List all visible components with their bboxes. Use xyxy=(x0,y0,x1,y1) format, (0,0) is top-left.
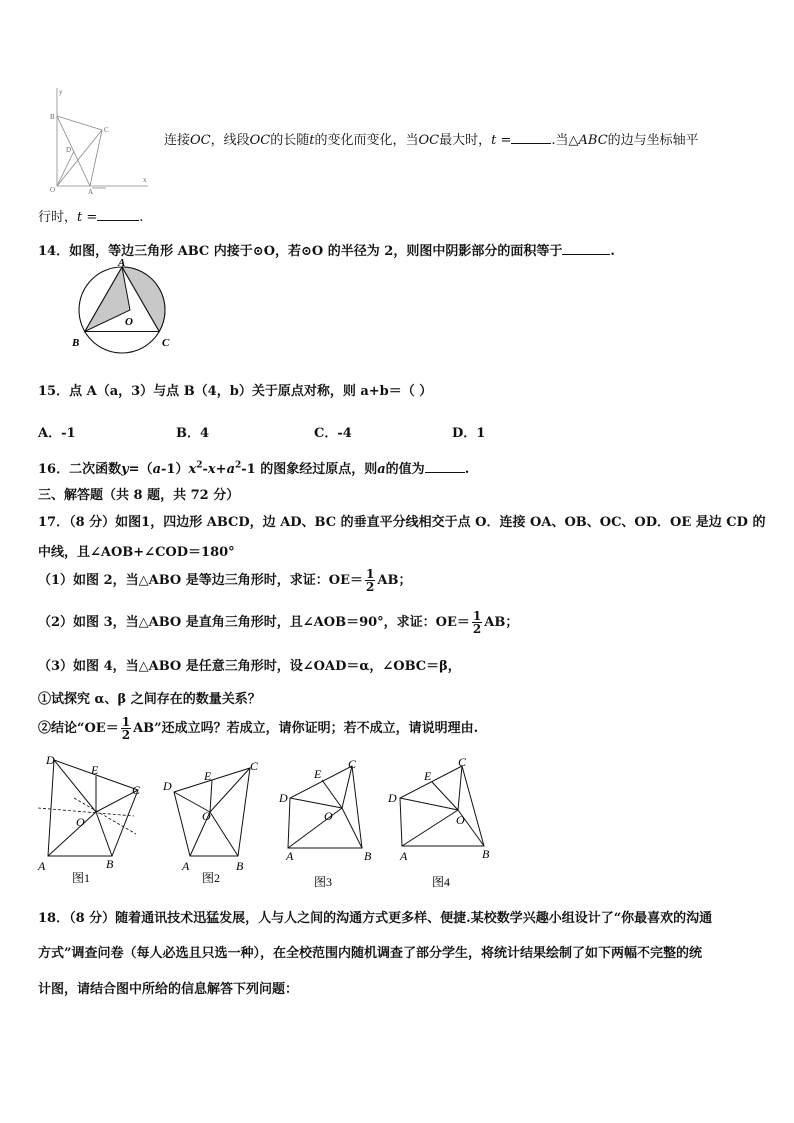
fig2-b-label: B xyxy=(236,859,244,873)
q13-oc2: OC xyxy=(249,133,271,148)
q17-fraction-half xyxy=(365,568,375,593)
q13-oc1: OC xyxy=(190,133,211,148)
q16-text-f: -1 的图象经过原点，则 xyxy=(241,462,378,477)
fraction-numerator: 1 xyxy=(472,609,482,623)
fig4-b-label: B xyxy=(482,847,490,861)
q17-sub2-b: AB”还成立吗？若成立，请你证明；若不成立，请说明理由. xyxy=(133,721,479,736)
q13-line2 xyxy=(38,206,143,225)
q13-line2-a: 行时， xyxy=(38,210,78,225)
q13-line2-t: t = xyxy=(77,210,98,225)
q14-text: 14．如图，等边三角形 ABC 内接于⊙O，若⊙O 的半径为 2，则图中阴影部分的面积等于 xyxy=(38,244,563,259)
q16-text-b: =（ xyxy=(128,462,153,477)
q13-text-a: 连接 xyxy=(164,133,191,148)
q13-y-label: y xyxy=(59,88,63,96)
fig3-d-label: D xyxy=(279,791,288,805)
q13-coordinate-figure xyxy=(44,86,154,196)
q13-t-eq: t = xyxy=(491,133,512,148)
section-heading: 三、解答题（共 8 题，共 72 分） xyxy=(38,488,240,503)
q18-line2: 方式”调查问卷（每人必选且只选一种），在全校范围内随机调查了部分学生，将统计结果绘制了如下两幅不完整的统 xyxy=(38,946,702,961)
fraction-denominator: 2 xyxy=(472,622,482,636)
fig2-c-label: C xyxy=(250,759,259,773)
fig4-e-label: E xyxy=(424,769,432,783)
q15-option-d: D．1 xyxy=(452,426,486,441)
q13-text-e: 最大时， xyxy=(439,133,492,148)
q13-d-label: D xyxy=(66,146,72,154)
q16-question xyxy=(38,458,469,477)
q17-part1-b: AB； xyxy=(377,573,412,588)
fig1-b-label: B xyxy=(106,857,114,871)
fig3-a-label: A xyxy=(286,849,294,863)
fig1-c-label: C xyxy=(132,783,141,797)
q16-sup2: 2 xyxy=(235,460,242,471)
q14-a-label: A xyxy=(118,257,126,269)
fig3-caption: 图3 xyxy=(314,875,333,889)
q17-fraction-half xyxy=(121,716,131,741)
q17-part2-a: （2）如图 3，当△ABO 是直角三角形时，且∠AOB＝90°，求证：OE＝ xyxy=(38,615,470,630)
fig1-a-label: A xyxy=(38,859,46,873)
q16-text-g: 的值为 xyxy=(385,462,425,477)
fig3-c-label: C xyxy=(348,757,357,771)
q16-text-c: -1） xyxy=(161,462,189,477)
q14-b-label: B xyxy=(72,337,80,349)
q13-text-g: 的边与坐标轴平 xyxy=(607,133,699,148)
q17-sub2 xyxy=(38,716,478,741)
q13-text-b: ，线段 xyxy=(210,133,250,148)
fig1-d-label: D xyxy=(46,753,55,767)
q17-part3: （3）如图 4，当△ABO 是任意三角形时，设∠OAD＝α，∠OBC＝β， xyxy=(38,659,461,674)
fig2-a-label: A xyxy=(182,859,190,873)
q17-line1: 17．（8 分）如图1，四边形 ABCD，边 AD、BC 的垂直平分线相交于点 O．连接 OA、OB、OC、OD．OE 是边 CD 的 xyxy=(38,515,766,530)
fraction-numerator: 1 xyxy=(366,567,375,581)
q13-a-label: A xyxy=(88,188,94,196)
q15-question: 15．点 A（a，3）与点 B（4，b）关于原点对称，则 a+b＝（ ） xyxy=(38,384,433,399)
q16-a1: a xyxy=(152,462,161,477)
fig2-d-label: D xyxy=(163,779,172,793)
q16-answer-blank xyxy=(425,472,465,473)
q17-figure-1 xyxy=(34,752,164,887)
fig4-a-label: A xyxy=(400,849,408,863)
q17-part2 xyxy=(38,610,518,635)
q16-a2: a xyxy=(226,462,235,477)
fraction-numerator: 1 xyxy=(121,715,131,729)
q17-figure-4 xyxy=(386,752,506,892)
q18-line1: 18．（8 分）随着通讯技术迅猛发展，人与人之间的沟通方式更多样、便捷.某校数学兴趣小组设计了“你最喜欢的沟通 xyxy=(38,911,713,926)
fraction-denominator: 2 xyxy=(366,580,375,594)
q13-text-d: 的变化而变化，当 xyxy=(314,133,419,148)
fig4-o-label: O xyxy=(456,813,465,827)
q13-line1 xyxy=(164,129,699,148)
q15-option-b: B．4 xyxy=(176,426,210,441)
q17-sub1: ①试探究 α、β 之间存在的数量关系？ xyxy=(38,692,261,707)
q13-answer-blank-1 xyxy=(511,143,551,144)
q14-circle-figure xyxy=(72,258,182,358)
fig4-d-label: D xyxy=(388,791,397,805)
fig2-caption: 图2 xyxy=(202,871,221,885)
q13-oc3: OC xyxy=(418,133,440,148)
q17-sub2-a: ②结论“OE＝ xyxy=(38,721,119,736)
q16-y: y xyxy=(121,462,129,477)
fig4-c-label: C xyxy=(458,755,467,769)
fig1-e-label: E xyxy=(91,763,99,777)
q17-figure-2 xyxy=(160,752,270,887)
q18-line3: 计图，请结合图中所给的信息解答下列问题： xyxy=(38,982,299,997)
q14-end: . xyxy=(610,244,615,259)
q17-line2: 中线，且∠AOB+∠COD＝180° xyxy=(38,545,235,560)
q13-text-c: 的长随 xyxy=(270,133,310,148)
q14-c-label: C xyxy=(162,337,170,349)
fig1-caption: 图1 xyxy=(72,871,91,885)
q17-part1 xyxy=(38,568,411,593)
fig2-o-label: O xyxy=(202,809,211,823)
q16-end: . xyxy=(464,462,470,477)
q16-text-a: 16．二次函数 xyxy=(38,462,122,477)
q17-part1-a: （1）如图 2，当△ABO 是等边三角形时，求证：OE＝ xyxy=(38,573,364,588)
q13-abc: ABC xyxy=(578,133,608,148)
q13-x-label: x xyxy=(143,176,147,184)
fig2-e-label: E xyxy=(204,769,212,783)
q15-option-c: C．-4 xyxy=(314,426,352,441)
q13-answer-blank-2 xyxy=(97,220,139,221)
q17-figure-3 xyxy=(278,752,388,892)
q14-o-label: O xyxy=(125,316,133,328)
fig1-o-label: O xyxy=(76,815,85,829)
q16-a3: a xyxy=(377,462,386,477)
q13-text-f: .当△ xyxy=(551,133,579,148)
q13-o-label: O xyxy=(50,186,56,194)
q17-part2-b: AB； xyxy=(484,615,519,630)
q15-option-a: A．-1 xyxy=(38,426,76,441)
q13-b-label: B xyxy=(50,113,55,121)
q16-text-e: + xyxy=(215,462,227,477)
q16-x1: x xyxy=(188,462,197,477)
q16-text-d: - xyxy=(202,462,208,477)
q13-line2-end: . xyxy=(139,210,144,225)
q14-answer-blank xyxy=(562,254,610,255)
q13-c-label: C xyxy=(104,126,109,134)
fig3-e-label: E xyxy=(314,767,322,781)
fig3-b-label: B xyxy=(364,849,372,863)
q13-t1: t xyxy=(309,133,315,148)
fig4-caption: 图4 xyxy=(432,875,451,889)
fig3-o-label: O xyxy=(324,809,333,823)
q17-fraction-half xyxy=(472,610,482,635)
q16-sup1: 2 xyxy=(196,460,203,471)
q16-x2: x xyxy=(207,462,216,477)
fraction-denominator: 2 xyxy=(121,728,131,742)
